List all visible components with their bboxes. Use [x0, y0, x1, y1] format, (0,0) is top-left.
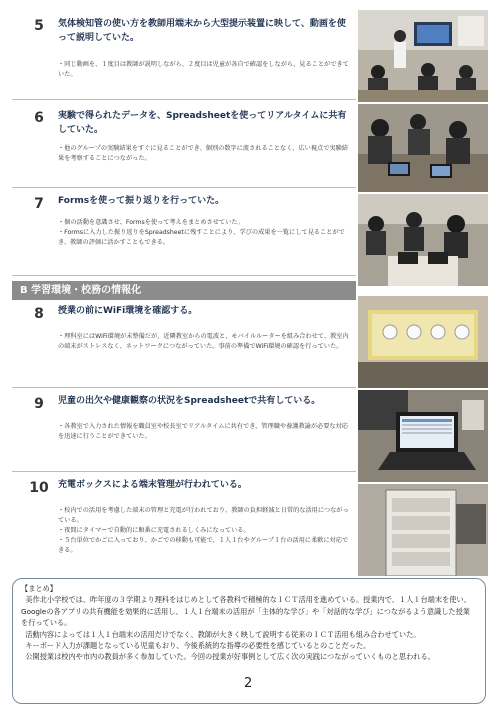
- practice-item-10: [12, 472, 356, 576]
- practice-item-9: [12, 388, 356, 472]
- practice-item-6: [12, 100, 356, 188]
- practice-item-7: [12, 188, 356, 276]
- photo-lab-equipment: [358, 296, 488, 388]
- item-number: 8: [34, 306, 44, 322]
- page-number: 2: [244, 676, 253, 691]
- item-number: 6: [34, 110, 44, 126]
- item-body: ・理科室にはWiFi環境が未整備だが、近隣教室からの電波と、モバイルルーターを組み合わせて、教室内の端末がストレスなく、ネットワークにつながっていた。事前の準備でWiFi環境の確認を行っていた。: [58, 333, 349, 350]
- item-body: ・他のグループの実験結果をすぐに見ることができ、個別の数字に流されることなく、広い視点で実験結果を考察することにつながった。: [58, 145, 348, 162]
- summary-heading: 【まとめ】: [21, 584, 57, 593]
- item-body: ・校内での活用を考慮した端末の管理と充電が行われており、教師の負担軽減と日常的な活用につながっている。 ・夜間にタイマーで自動的に順番に充電されるしくみになっている。 ・５台単位でかごに入っており、かごでの移動も可能で、１人１台やグループ１台の活用に柔軟に対応できる。: [58, 507, 349, 554]
- item-number: 5: [34, 18, 44, 34]
- practice-item-5: [12, 8, 356, 100]
- item-title: Formsを使って振り返りを行っていた。: [58, 196, 225, 206]
- item-title: 実験で得られたデータを、Spreadsheetを使ってリアルタイムに共有していた。: [58, 111, 347, 135]
- photo-laptop-spreadsheet: [358, 390, 488, 482]
- item-body: ・同じ動画を、１度目は教師が説明しながら、２度目は児童が各自で確認をしながら、見ることができていた。: [58, 61, 349, 78]
- item-number: 9: [34, 396, 44, 412]
- item-number: 7: [34, 196, 44, 212]
- item-title: 授業の前にWiFi環境を確認する。: [58, 306, 198, 316]
- photo-students-laptops: [358, 194, 488, 286]
- photo-classroom-display: [358, 10, 488, 102]
- summary-paragraph: 公開授業は校内や市内の教員が多く参加していた。今回の授業が好事例として広く次の実践につながっていくものと思われる。: [25, 652, 435, 662]
- section-heading-b: B 学習環境・校務の情報化: [12, 281, 356, 300]
- summary-paragraph: 美作北小学校では、昨年度の３学期より理科をはじめとして各教科で積極的なＩＣＴ活用を進めている。授業内で、１人１台端末を使い、Googleの各アプリの共有機能を効果的に活用し、１人１台端末の活用が「主体的な学び」や「対話的な学び」につながるよう意識した授業を行っている。: [21, 595, 471, 628]
- item-body: ・各教室で入力された情報を職員室や校長室でリアルタイムに共有でき、管理職や養護教諭が必要な対応を迅速に行うことができていた。: [58, 423, 348, 440]
- photo-charging-cabinet: [358, 484, 488, 576]
- item-title: 充電ボックスによる端末管理が行われている。: [58, 480, 247, 490]
- photo-group-tablets: [358, 104, 488, 192]
- item-title: 児童の出欠や健康観察の状況をSpreadsheetで共有している。: [58, 396, 321, 406]
- practice-item-8: [12, 300, 356, 388]
- item-number: 10: [29, 480, 49, 496]
- summary-paragraph: 活動内容によっては１人１台端末の活用だけでなく、教師が大きく映して説明する従来のＩＣＴ活用も組み合わせていた。: [25, 629, 421, 639]
- summary-paragraph: キーボード入力が課題となっている児童もおり、今後系統的な指導の必要性を感じているとのことだった。: [25, 641, 371, 651]
- item-body: ・個の活動を意識させ、Formsを使って考えをまとめさせていた。 ・Formsに入力した振り返りをSpreadsheetに残すことにより、学びの成果を一覧にして見ることができ、教師の評価に活かすこともできる。: [58, 219, 345, 246]
- item-title: 気体検知管の使い方を教師用端末から大型提示装置に映して、動画を使って説明していた。: [58, 19, 346, 43]
